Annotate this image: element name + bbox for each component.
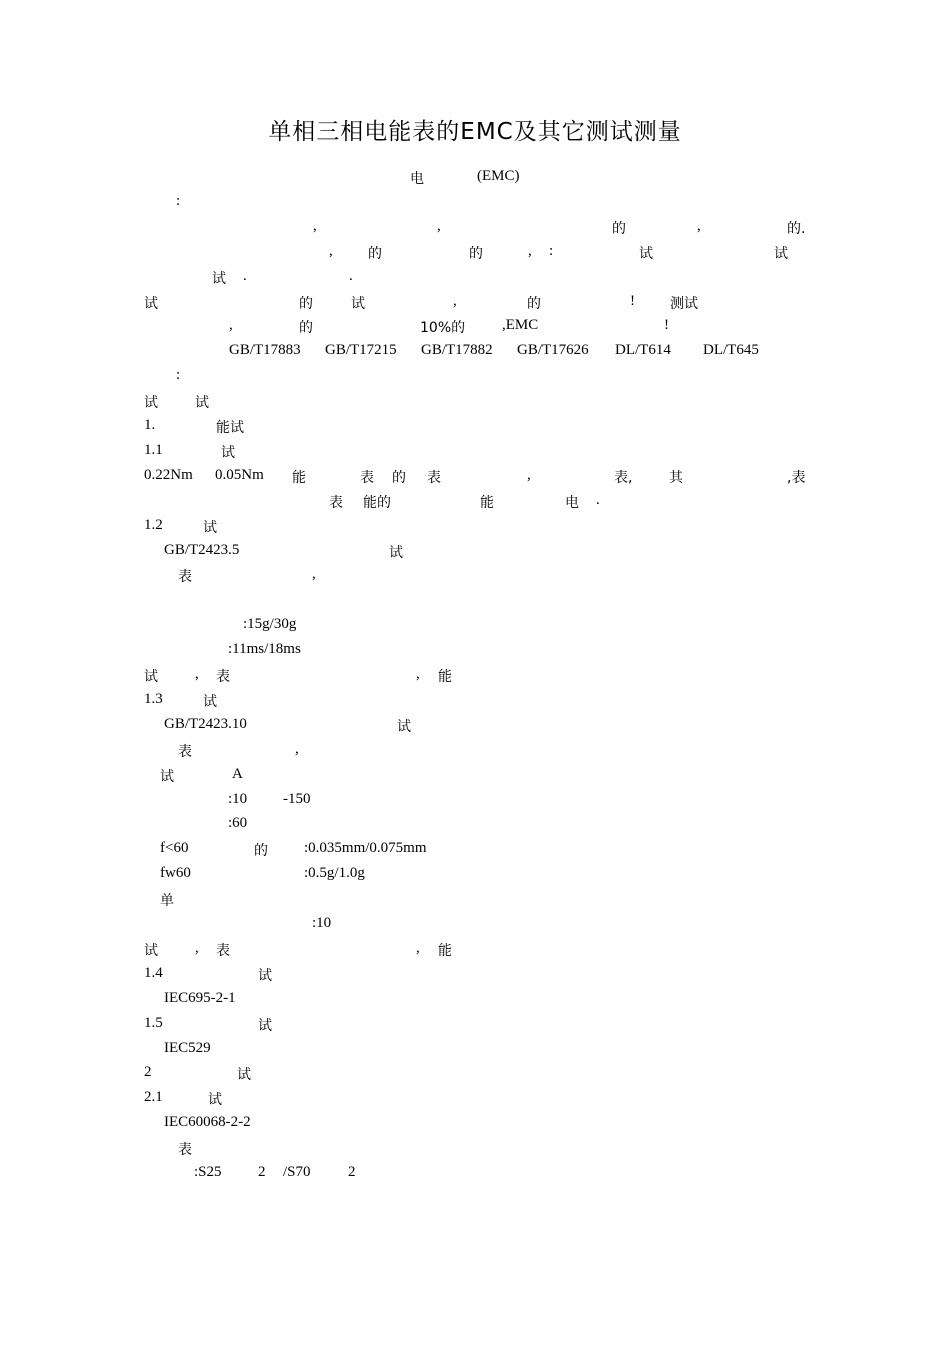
text-line — [0, 243, 950, 263]
text-segment: IEC529 — [164, 1039, 211, 1056]
text-segment: ,EMC — [502, 317, 539, 334]
text-segment: 10%的 — [420, 320, 466, 337]
text-line — [0, 840, 950, 860]
text-segment: 的 — [299, 295, 313, 312]
text-segment: GB/T2423.5 — [164, 541, 240, 558]
text-line — [0, 691, 950, 711]
text-line — [0, 965, 950, 985]
text-line — [0, 1114, 950, 1134]
text-line — [0, 791, 950, 811]
text-segment: GB/T17882 — [421, 342, 493, 359]
text-segment: , — [453, 292, 457, 309]
text-segment: 能 — [292, 469, 306, 486]
text-segment: 的 — [392, 469, 406, 486]
text-segment: : — [176, 367, 181, 384]
text-segment: :60 — [228, 815, 248, 832]
text-segment: 的. — [787, 220, 806, 237]
text-line — [0, 1064, 950, 1084]
text-segment: /S70 — [283, 1164, 311, 1180]
text-segment: , — [437, 217, 441, 234]
text-segment: . — [243, 267, 247, 284]
text-line — [0, 915, 950, 935]
text-segment: 0.22Nm — [144, 466, 193, 483]
text-segment: 2 — [348, 1164, 356, 1180]
text-segment: :S25 — [194, 1164, 222, 1180]
text-line — [0, 517, 950, 537]
text-segment: 试 — [351, 295, 365, 312]
text-segment: 表 — [216, 942, 230, 959]
text-line — [0, 293, 950, 313]
text-segment: 试 — [144, 669, 158, 685]
text-segment: :10 — [228, 790, 248, 807]
text-segment: , — [329, 242, 333, 259]
text-segment: 1.4 — [144, 964, 163, 981]
text-segment: 试 — [639, 245, 653, 262]
text-segment: 表, — [614, 469, 633, 486]
text-segment: 能的 — [363, 494, 391, 511]
text-segment: 试 — [397, 718, 411, 735]
text-segment: : — [176, 192, 181, 209]
text-segment: :0.5g/1.0g — [304, 865, 365, 882]
text-segment: , — [229, 317, 233, 334]
text-segment: 的 — [254, 843, 268, 860]
text-segment: 2.1 — [144, 1089, 163, 1106]
text-segment: , — [195, 666, 199, 682]
text-line — [0, 168, 950, 188]
text-line — [0, 890, 950, 910]
text-segment: 试 — [389, 544, 403, 561]
text-segment: 试 — [258, 1017, 272, 1034]
text-segment: 2 — [144, 1064, 152, 1081]
text-segment: :15g/30g — [243, 616, 297, 633]
text-line — [0, 392, 950, 412]
text-segment: , — [528, 242, 532, 259]
text-segment: 表 — [178, 569, 192, 586]
text-line — [0, 417, 950, 437]
text-segment: ,表 — [787, 469, 806, 486]
text-segment: 的 — [469, 245, 483, 262]
text-segment: 表 — [360, 469, 374, 486]
text-line — [0, 741, 950, 761]
text-line — [0, 1040, 950, 1060]
text-segment: , — [313, 217, 317, 234]
text-segment: GB/T17626 — [517, 342, 589, 359]
text-segment: 试 — [212, 270, 226, 287]
text-segment: 的 — [612, 220, 626, 237]
text-line — [0, 1015, 950, 1035]
text-segment: 试 — [144, 295, 158, 312]
text-segment: 1. — [144, 417, 156, 433]
text-line — [0, 442, 950, 462]
text-line — [0, 591, 950, 611]
text-segment: GB/T17883 — [229, 342, 301, 359]
text-segment: 1.1 — [144, 441, 163, 458]
text-line — [0, 367, 950, 387]
text-line — [0, 990, 950, 1010]
text-segment: 试 — [258, 967, 272, 984]
text-segment: 1.3 — [144, 690, 163, 707]
text-segment: , — [416, 666, 420, 682]
text-segment: 表 — [427, 469, 441, 486]
text-line — [0, 492, 950, 512]
text-line — [0, 666, 950, 686]
text-segment: DL/T645 — [703, 342, 759, 359]
text-line — [0, 616, 950, 636]
text-segment: 试 — [203, 519, 217, 536]
text-segment: 1.2 — [144, 516, 163, 533]
text-segment: . — [596, 491, 600, 508]
text-segment: 电 — [565, 494, 579, 511]
text-segment: -150 — [283, 790, 311, 807]
text-segment: IEC60068-2-2 — [164, 1114, 251, 1131]
text-segment: 表 — [178, 1142, 192, 1159]
text-segment: fw60 — [160, 865, 191, 882]
text-line — [0, 542, 950, 562]
text-segment: 1.5 — [144, 1014, 163, 1031]
text-segment: 表 — [178, 743, 192, 760]
text-line — [0, 766, 950, 786]
text-segment: GB/T17215 — [325, 342, 397, 359]
text-line — [0, 342, 950, 362]
text-line — [0, 566, 950, 586]
text-segment: ! — [664, 317, 669, 334]
text-segment: ! — [630, 292, 635, 309]
text-segment: 试 — [195, 395, 209, 412]
text-segment: , — [697, 217, 701, 234]
text-segment: 其 — [669, 469, 683, 486]
text-segment: , — [312, 566, 316, 583]
text-segment: 能 — [480, 494, 494, 511]
text-segment: 试 — [144, 942, 158, 959]
text-line — [0, 1139, 950, 1159]
text-line — [0, 317, 950, 337]
text-segment: 单 — [160, 893, 174, 910]
text-segment: A — [232, 765, 243, 782]
text-segment: , — [416, 939, 420, 956]
text-segment: 表 — [216, 669, 230, 685]
text-segment: (EMC) — [477, 168, 520, 184]
text-segment: , — [295, 740, 299, 757]
text-segment: 试 — [208, 1092, 222, 1109]
text-segment: f<60 — [160, 840, 189, 857]
text-segment: 试 — [160, 768, 174, 785]
text-segment: : — [549, 242, 554, 259]
text-line — [0, 268, 950, 288]
text-line — [0, 218, 950, 238]
text-segment: 试 — [774, 245, 788, 262]
text-segment: 电 — [410, 171, 424, 187]
text-segment: 试 — [203, 693, 217, 710]
text-segment: 的 — [368, 245, 382, 262]
text-line — [0, 1164, 950, 1184]
text-segment: 试 — [221, 444, 235, 461]
text-segment: GB/T2423.10 — [164, 715, 247, 732]
text-line — [0, 716, 950, 736]
text-segment: 能 — [438, 942, 452, 959]
text-segment: IEC695-2-1 — [164, 989, 236, 1006]
text-segment: 测试 — [670, 295, 698, 312]
text-line — [0, 815, 950, 835]
text-line — [0, 1089, 950, 1109]
text-segment: , — [527, 466, 531, 483]
text-segment: 的 — [527, 295, 541, 312]
text-line — [0, 940, 950, 960]
text-segment: 0.05Nm — [215, 466, 264, 483]
text-segment: DL/T614 — [615, 342, 671, 359]
text-line — [0, 641, 950, 661]
text-segment: 试 — [237, 1067, 251, 1084]
text-segment: , — [195, 939, 199, 956]
text-line — [0, 865, 950, 885]
text-segment: :0.035mm/0.075mm — [304, 840, 427, 857]
text-segment: :11ms/18ms — [228, 641, 301, 658]
text-segment: 表 — [329, 494, 343, 511]
text-segment: . — [349, 267, 353, 284]
text-line — [0, 193, 950, 213]
text-segment: 2 — [258, 1164, 266, 1180]
text-segment: 试 — [144, 395, 158, 412]
text-segment: 能 — [438, 669, 452, 685]
text-segment: 的 — [299, 320, 313, 337]
text-segment: 能试 — [216, 420, 244, 436]
text-line — [0, 467, 950, 487]
document-title: 单相三相电能表的EMC及其它测试测量 — [268, 119, 682, 145]
text-segment: :10 — [312, 915, 332, 931]
